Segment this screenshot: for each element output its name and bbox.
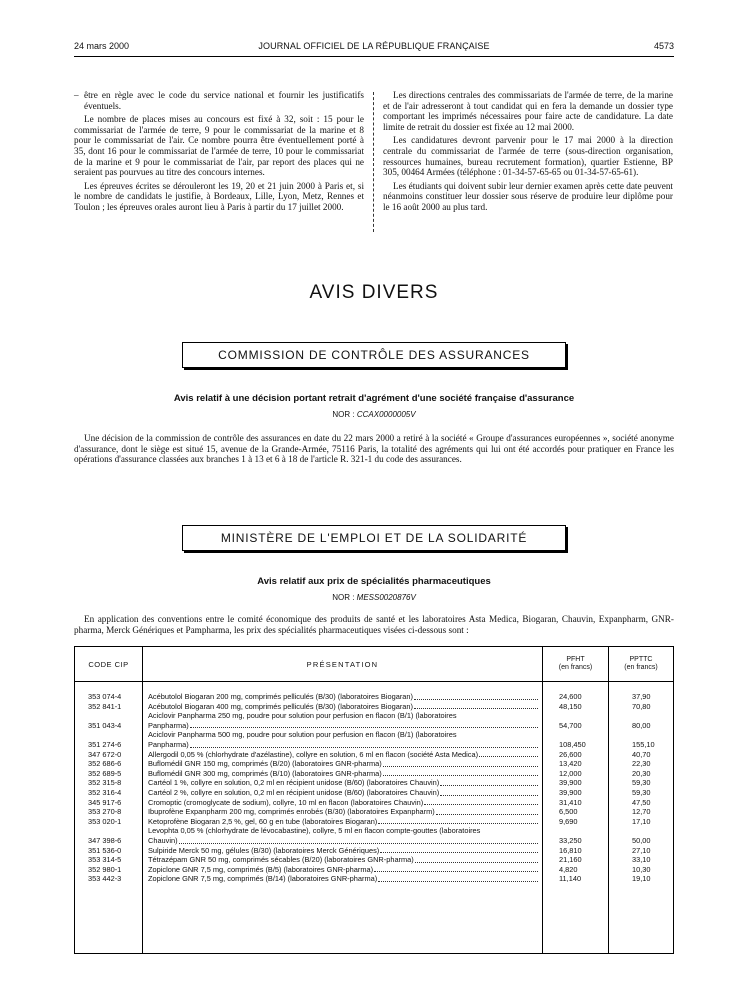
- table-row: [75, 730, 673, 749]
- pfht-value: 21,160: [559, 855, 582, 865]
- ppttc-value: 37,90: [632, 692, 651, 701]
- presentation-text: Allergodil 0,05 % (chlorhydrate d'azélastine), collyre en solution, 6 ml en flacon (société Asta Medica): [148, 749, 479, 759]
- leader-dots: [414, 692, 538, 700]
- table-row: [75, 759, 673, 769]
- page-header: [74, 41, 674, 55]
- cip-code: 351 274-6: [88, 739, 122, 749]
- pfht-value: 33,250: [559, 835, 582, 845]
- pfht-value: 24,600: [559, 692, 582, 701]
- commission-avis-title: Avis relatif à une décision portant retrait d'agrément d'une société française d'assurance: [173, 393, 575, 404]
- table-row: [75, 788, 673, 798]
- leader-dots: [374, 865, 538, 873]
- commission-text: Une décision de la commission de contrôle des assurances en date du 22 mars 2000 a retiré à la société « Groupe d'assurances européennes », société anonyme d'assurance, dont le siège est situé 15, avenue de la Grande-Armée, 75116 Paris, la totalité des agréments qui lui ont été accordés pour pratiquer en France les opérations d'assurance classées aux branches 1 à 13 et 6 à 18 de l'article R. 321-1 du code des assurances.: [74, 433, 674, 465]
- table-row: [75, 692, 673, 702]
- ministere-text: En application des conventions entre le comité économique des produits de santé et les laboratoires Asta Medica, Biogaran, Chauvin, Expanpharm, GNR-pharma, Merck Génériques et Pampharma, les prix des spécialités pharmaceutiques visées ci-dessous sont :: [74, 614, 674, 635]
- ministere-nor: [0, 593, 748, 602]
- leader-dots: [440, 778, 538, 786]
- ppttc-value: 19,10: [632, 874, 651, 884]
- table-row: [75, 874, 673, 884]
- presentation-cell: [142, 778, 542, 788]
- presentation-text: Tétrazépam GNR 50 mg, comprimés sécables (B/20) (laboratoires GNR-pharma): [148, 855, 414, 865]
- pfht-value: 11,140: [559, 874, 582, 884]
- leader-dots: [378, 874, 538, 882]
- presentation-text: Aciclovir Panpharma 250 mg, poudre pour solution pour perfusion en flacon (B/1) (laboratoires: [148, 711, 457, 721]
- leader-dots: [179, 836, 538, 844]
- ppttc-value: 70,80: [632, 701, 651, 711]
- leader-dots: [436, 807, 538, 815]
- leader-dots: [383, 759, 538, 767]
- presentation-cell: [142, 807, 542, 817]
- presentation-text: Cartéol 2 %, collyre en solution, 0,2 ml en récipient unidose (B/60) (laboratoires Chauvin): [148, 787, 440, 797]
- cip-code: 352 686-6: [88, 759, 122, 769]
- presentation-text: Cartéol 1 %, collyre en solution, 0,2 ml en récipient unidose (B/60) (laboratoires Chauvin): [148, 778, 440, 788]
- nor-label: NOR :: [332, 410, 355, 419]
- column-header-presentation: PRÉSENTATION: [306, 659, 379, 669]
- left-paragraph-2: Le nombre de places mises au concours est fixé à 32, soit : 15 pour le commissariat de l'armée de terre, 9 pour le commissariat de la marine et 8 pour le commissariat de l'air. Ce nombre pourra être éventuellement porté à 35, dont 16 pour le commissariat de l'armée de terre, 10 pour le commissariat de la marine et 9 pour le commissariat de l'air, par report des places qui ne seraient pas pourvues au titre des concours internes.: [74, 114, 364, 178]
- cip-code: 352 689-5: [88, 768, 122, 778]
- ppttc-value: 40,70: [632, 749, 651, 759]
- presentation-cell: [142, 702, 542, 712]
- ppttc-value: 17,10: [632, 816, 651, 826]
- presentation-text: Zopiclone GNR 7,5 mg, comprimés (B/5) (laboratoires GNR-pharma): [148, 864, 374, 874]
- table-row: [75, 855, 673, 865]
- ppttc-value: 80,00: [632, 720, 651, 730]
- cip-code: 345 917-6: [88, 797, 122, 807]
- pfht-value: 9,690: [559, 816, 578, 826]
- cip-code: 347 672-0: [88, 749, 122, 759]
- presentation-text: Ibuprofène Expanpharm 200 mg, comprimés enrobés (B/30) (laboratoires Expanpharm): [148, 807, 435, 817]
- journal-title: JOURNAL OFFICIEL DE LA RÉPUBLIQUE FRANÇAISE: [258, 41, 490, 51]
- nor-code: MESS0020876V: [356, 593, 416, 602]
- presentation-cell: [142, 846, 542, 856]
- header-rule: [74, 56, 674, 57]
- cip-code: 353 314-5: [88, 855, 122, 865]
- column-header-pfht: PFHT (en francs): [558, 656, 593, 671]
- presentation-cell: [142, 826, 542, 845]
- table-row: [75, 750, 673, 760]
- ppttc-value: 59,30: [632, 787, 651, 797]
- table-row: [75, 778, 673, 788]
- cip-code: 353 442-3: [88, 874, 122, 884]
- pfht-value: 54,700: [559, 720, 582, 730]
- ppttc-value: 59,30: [632, 778, 651, 788]
- leader-dots: [378, 817, 538, 825]
- column-divider: [373, 92, 374, 232]
- presentation-cell: [142, 798, 542, 808]
- leader-dots: [380, 846, 538, 854]
- commission-box-title: COMMISSION DE CONTRÔLE DES ASSURANCES: [182, 342, 566, 368]
- table-row: [75, 865, 673, 875]
- page-number: 4573: [653, 41, 674, 51]
- presentation-text: Acébutolol Biogaran 200 mg, comprimés pelliculés (B/30) (laboratoires Biogaran): [148, 692, 413, 701]
- column-header-ppttc: PPTTC (en francs): [624, 656, 658, 671]
- pfht-value: 6,500: [559, 807, 578, 817]
- leader-dots: [190, 740, 538, 748]
- table-row: [75, 817, 673, 827]
- left-paragraph-3: Les épreuves écrites se dérouleront les 19, 20 et 21 juin 2000 à Paris et, si le nombre de candidats le justifie, à Bordeaux, Lille, Lyon, Metz, Rennes et Toulon ; les épreuves orales auront lieu à Paris à partir du 17 juillet 2000.: [74, 180, 364, 212]
- leader-dots: [414, 702, 538, 710]
- cip-code: 353 020-1: [88, 816, 122, 826]
- commission-nor: [0, 410, 748, 419]
- left-column: [74, 90, 364, 216]
- ppttc-value: 12,70: [632, 807, 651, 817]
- presentation-text: Buflomédil GNR 150 mg, comprimés (B/20) (laboratoires GNR-pharma): [148, 759, 382, 769]
- right-paragraph-1: Les directions centrales des commissariats de l'armée de terre, de la marine et de l'air adresseront à tout candidat qui en fera la demande un dossier type comportant les imprimés nécessaires pour faire acte de candidature. La date limite de retrait du dossier est fixée au 12 mai 2000.: [383, 90, 673, 132]
- presentation-text: Buflomédil GNR 300 mg, comprimés (B/10) (laboratoires GNR-pharma): [148, 768, 382, 778]
- pfht-value: 26,600: [559, 749, 582, 759]
- table-row: [75, 769, 673, 779]
- presentation-cell: [142, 711, 542, 730]
- pfht-value: 48,150: [559, 701, 582, 711]
- table-row: [75, 711, 673, 730]
- ppttc-value: 10,30: [632, 864, 651, 874]
- ministere-box-title: MINISTÈRE DE L'EMPLOI ET DE LA SOLIDARITÉ: [182, 525, 566, 551]
- presentation-cell: [142, 692, 542, 702]
- leader-dots: [383, 769, 538, 777]
- pfht-value: 31,410: [559, 797, 582, 807]
- cip-code: 351 043-4: [88, 720, 122, 730]
- presentation-text: Panpharma): [148, 739, 189, 749]
- table-row: [75, 702, 673, 712]
- cip-code: 353 074-4: [88, 692, 122, 701]
- pfht-value: 39,900: [559, 787, 582, 797]
- presentation-text: Sulpiride Merck 50 mg, gélules (B/30) (laboratoires Merck Génériques): [148, 845, 380, 855]
- column-header-code: CODE CIP: [88, 659, 129, 669]
- cip-code: 352 316-4: [88, 787, 122, 797]
- right-paragraph-3: Les étudiants qui doivent subir leur dernier examen après cette date peuvent néanmoins constituer leur dossier sous réserve de produire leur diplôme pour le 16 août 2000 au plus tard.: [383, 180, 673, 212]
- leader-dots: [415, 855, 538, 863]
- leader-dots: [190, 721, 538, 729]
- section-title: AVIS DIVERS: [309, 282, 439, 303]
- presentation-cell: [142, 769, 542, 779]
- table-header-rule: [75, 681, 673, 682]
- pfht-value: 12,000: [559, 768, 582, 778]
- presentation-cell: [142, 788, 542, 798]
- cip-code: 347 398-6: [88, 835, 122, 845]
- ppttc-value: 47,50: [632, 797, 651, 807]
- presentation-cell: [142, 874, 542, 884]
- pfht-value: 4,820: [559, 864, 578, 874]
- ministere-avis-title: Avis relatif aux prix de spécialités pharmaceutiques: [257, 576, 491, 587]
- presentation-text: Zopiclone GNR 7,5 mg, comprimés (B/14) (laboratoires GNR-pharma): [148, 874, 378, 884]
- price-table: [74, 646, 674, 954]
- cip-code: 352 980-1: [88, 864, 122, 874]
- ppttc-value: 20,30: [632, 768, 651, 778]
- ppttc-value: 155,10: [632, 739, 655, 749]
- pfht-value: 108,450: [559, 739, 586, 749]
- leader-dots: [424, 798, 538, 806]
- presentation-text: Levophta 0,05 % (chlorhydrate de lévocabastine), collyre, 5 ml en flacon compte-gouttes (laboratoires: [148, 826, 481, 836]
- presentation-cell: [142, 865, 542, 875]
- ppttc-value: 22,30: [632, 759, 651, 769]
- ppttc-value: 33,10: [632, 855, 651, 865]
- ppttc-value: 27,10: [632, 845, 651, 855]
- cip-code: 351 536-0: [88, 845, 122, 855]
- nor-code: CCAX0000005V: [356, 410, 416, 419]
- presentation-text: Chauvin): [148, 835, 178, 845]
- presentation-text: Ketoprofène Biogaran 2,5 %, gel, 60 g en tube (laboratoires Biogaran): [148, 816, 378, 826]
- pfht-value: 16,810: [559, 845, 582, 855]
- pfht-value: 13,420: [559, 759, 582, 769]
- leader-dots: [440, 788, 538, 796]
- presentation-text: Panpharma): [148, 720, 189, 730]
- pfht-value: 39,900: [559, 778, 582, 788]
- table-row: [75, 826, 673, 845]
- table-body: [75, 692, 673, 884]
- ppttc-value: 50,00: [632, 835, 651, 845]
- leader-dots: [479, 750, 538, 758]
- presentation-cell: [142, 759, 542, 769]
- presentation-text: Cromoptic (cromoglycate de sodium), collyre, 10 ml en flacon (laboratoires Chauvin): [148, 797, 424, 807]
- table-row: [75, 798, 673, 808]
- presentation-text: Aciclovir Panpharma 500 mg, poudre pour solution pour perfusion en flacon (B/1) (laboratoires: [148, 730, 457, 740]
- presentation-cell: [142, 855, 542, 865]
- presentation-cell: [142, 750, 542, 760]
- right-paragraph-2: Les candidatures devront parvenir pour le 17 mai 2000 à la direction centrale du commissariat de l'armée de terre (sous-direction organisation, ressources humaines, bureau recrutement formation), quartier Estienne, BP 305, 00464 Armées (téléphone : 01-34-57-65-65 ou 01-34-57-65-61).: [383, 135, 673, 178]
- cip-code: 353 270-8: [88, 807, 122, 817]
- table-row: [75, 807, 673, 817]
- header-date: 24 mars 2000: [74, 41, 130, 51]
- presentation-text: Acébutolol Biogaran 400 mg, comprimés pelliculés (B/30) (laboratoires Biogaran): [148, 701, 413, 711]
- cip-code: 352 315-8: [88, 778, 122, 788]
- left-paragraph-1: – être en règle avec le code du service national et fournir les justificatifs éventuels.: [74, 90, 364, 111]
- cip-code: 352 841-1: [88, 701, 122, 711]
- nor-label: NOR :: [332, 593, 355, 602]
- presentation-cell: [142, 730, 542, 749]
- table-row: [75, 846, 673, 856]
- presentation-cell: [142, 817, 542, 827]
- right-column: [383, 90, 673, 216]
